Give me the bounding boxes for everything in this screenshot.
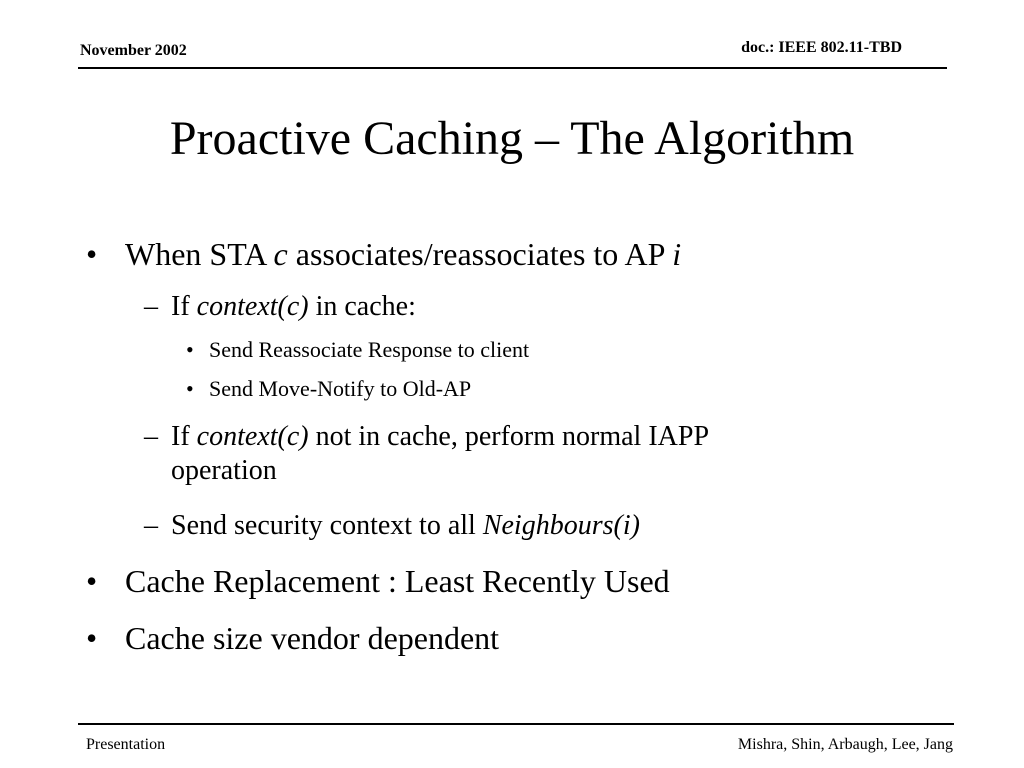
bullet-cache-replacement	[86, 562, 670, 600]
bullet-cache-size	[86, 619, 499, 657]
header-date: November 2002	[80, 42, 187, 59]
dash-marker: –	[144, 291, 158, 322]
subbullet-context-not-in-cache	[144, 420, 709, 488]
footer-divider	[78, 723, 954, 725]
subsubbullet-reassociate-response	[186, 337, 529, 363]
footer-authors: Mishra, Shin, Arbaugh, Lee, Jang	[737, 736, 953, 753]
bullet-marker: •	[186, 376, 194, 401]
header-doc-id: doc.: IEEE 802.11-TBD	[741, 39, 902, 56]
bullet-marker: •	[86, 563, 98, 599]
subsubbullet-text: Send Reassociate Response to client	[209, 337, 530, 362]
dash-marker: –	[144, 421, 158, 452]
subsubbullet-text: Send Move-Notify to Old-AP	[209, 376, 472, 401]
bullet-text: Cache size vendor dependent	[125, 620, 500, 656]
dash-marker: –	[144, 510, 158, 541]
subbullet-text: Send security context to all Neighbours(i)	[171, 510, 640, 541]
bullet-marker: •	[186, 337, 194, 362]
subsubbullet-move-notify	[186, 376, 471, 402]
header-divider	[78, 67, 947, 69]
bullet-sta-associates	[86, 235, 681, 273]
subbullet-text: If context(c) in cache:	[171, 291, 416, 322]
bullet-marker: •	[86, 236, 98, 272]
footer-presentation: Presentation	[86, 736, 166, 753]
subbullet-context-in-cache	[144, 290, 416, 324]
subbullet-security-context	[144, 509, 640, 543]
subbullet-text: If context(c) not in cache, perform normal IAPP operation	[171, 421, 710, 486]
bullet-text: Cache Replacement : Least Recently Used	[125, 563, 670, 599]
bullet-text: When STA c associates/reassociates to AP i	[125, 236, 682, 272]
bullet-marker: •	[86, 620, 98, 656]
slide-title: Proactive Caching – The Algorithm	[169, 112, 855, 165]
